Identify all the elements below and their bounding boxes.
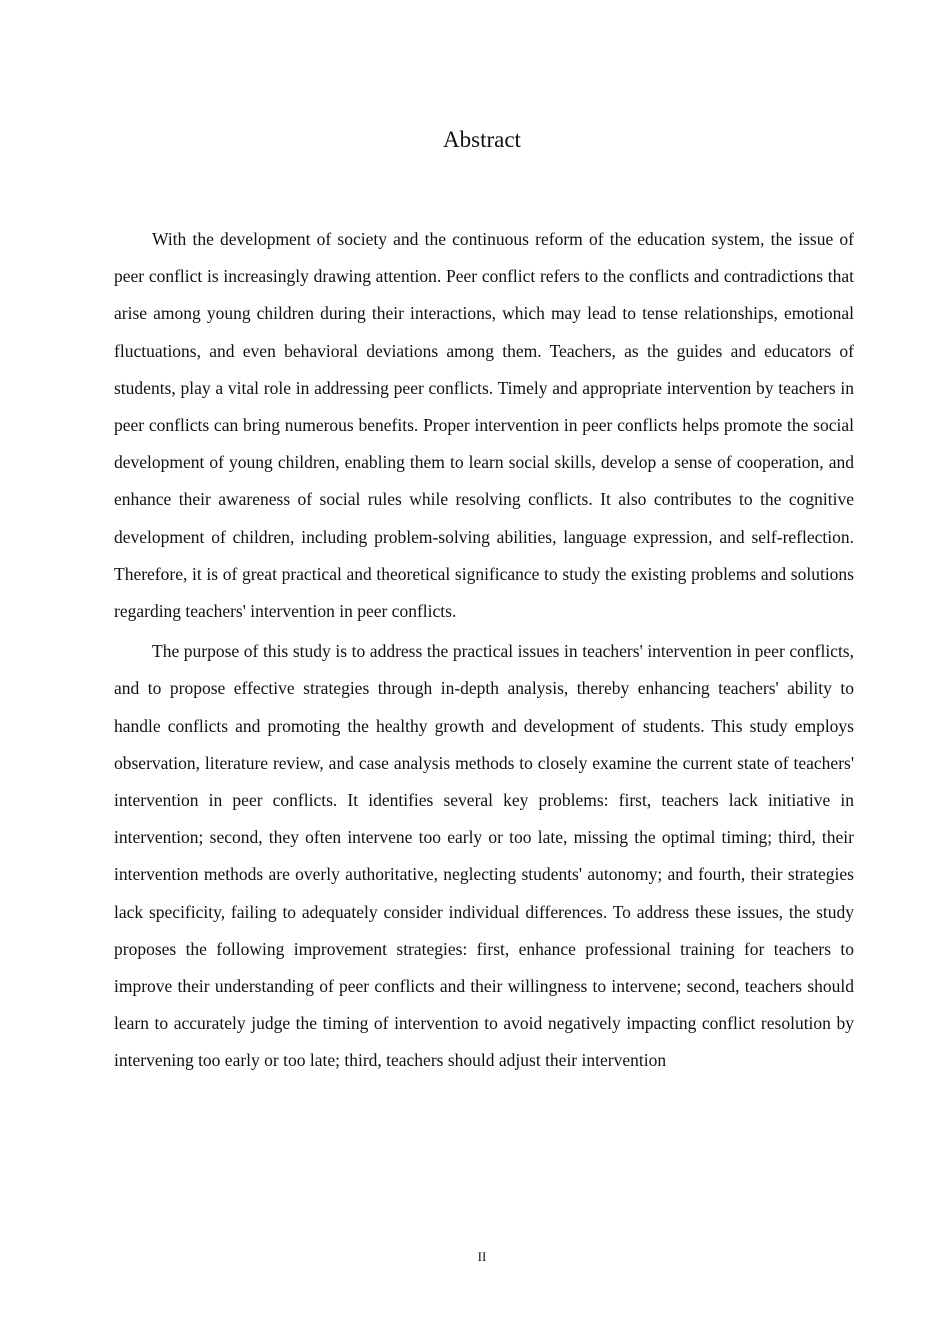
page-title: Abstract	[443, 127, 521, 152]
abstract-paragraph-1: With the development of society and the continuous reform of the education system, the issue of peer conflict is increasingly drawing attention. Peer conflict refers to the conflicts and contradictions that arise among young children during their interactions, which may lead to tense relationships, emotional fluctuations, and even behavioral deviations among them. Teachers, as the guides and educators of students, play a vital role in addressing peer conflicts. Timely and appropriate intervention by teachers in peer conflicts can bring numerous benefits. Proper intervention in peer conflicts helps promote the social development of young children, enabling them to learn social skills, develop a sense of cooperation, and enhance their awareness of social rules while resolving conflicts. It also contributes to the cognitive development of children, including problem-solving abilities, language expression, and self-reflection. Therefore, it is of great practical and theoretical significance to study the existing problems and solutions regarding teachers' intervention in peer conflicts.	[114, 229, 854, 622]
page-number: II	[477, 1249, 487, 1264]
abstract-body	[114, 221, 854, 1080]
abstract-paragraph-2: The purpose of this study is to address the practical issues in teachers' intervention in peer conflicts, and to propose effective strategies through in-depth analysis, thereby enhancing teachers' ability to handle conflicts and promoting the healthy growth and development of students. This study employs observation, literature review, and case analysis methods to closely examine the current state of teachers' intervention in peer conflicts. It identifies several key problems: first, teachers lack initiative in intervention; second, they often intervene too early or too late, missing the optimal timing; third, their intervention methods are overly authoritative, neglecting students' autonomy; and fourth, their strategies lack specificity, failing to adequately consider individual differences. To address these issues, the study proposes the following improvement strategies: first, enhance professional training for teachers to improve their understanding of peer conflicts and their willingness to intervene; second, teachers should learn to accurately judge the timing of intervention to avoid negatively impacting conflict resolution by intervening too early or too late; third, teachers should adjust their intervention	[114, 641, 854, 1071]
